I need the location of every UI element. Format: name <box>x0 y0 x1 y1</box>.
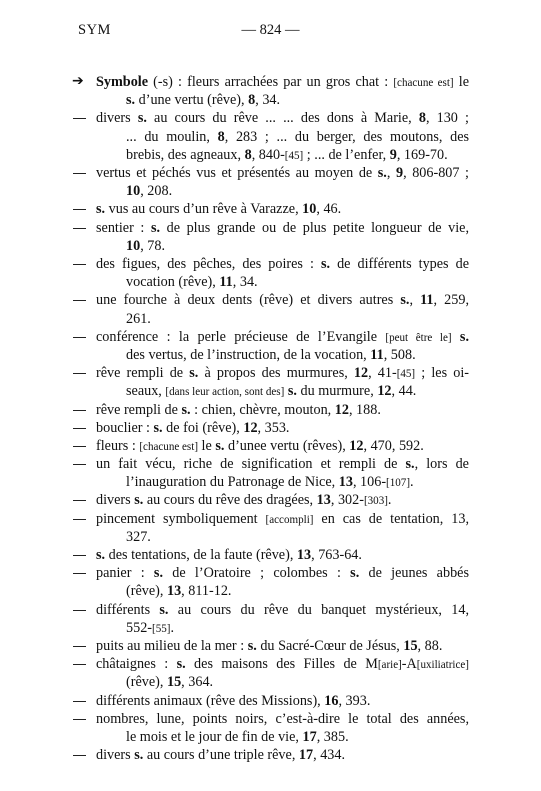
index-entry <box>0 746 541 764</box>
index-entry <box>0 419 541 437</box>
entry-dash <box>73 719 86 720</box>
index-entry <box>0 710 541 746</box>
entry-dash <box>73 410 86 411</box>
running-head: SYM <box>78 22 111 38</box>
entry-dash <box>73 373 86 374</box>
entry-dash <box>73 173 86 174</box>
entry-line: puits au milieu de la mer : s. du Sacré-Cœur de Jésus, 15, 88. <box>96 638 443 655</box>
index-entry <box>0 564 541 600</box>
entry-continuation-line: le mois et le jour de fin de vie, 17, 385. <box>126 728 349 745</box>
entry-continuation-line: 10, 208. <box>126 183 173 200</box>
entry-line: nombres, lune, points noirs, c’est-à-dire le total des années, <box>96 710 469 727</box>
index-entry <box>0 491 541 509</box>
entry-continuation-line: l’inauguration du Patronage de Nice, 13, 106-[107]. <box>126 474 414 491</box>
index-entry <box>0 328 541 364</box>
entry-line: divers s. au cours du rêve des dragées, 13, 302-[303]. <box>96 492 392 509</box>
index-entry <box>0 401 541 419</box>
entry-continuation-line: brebis, des agneaux, 8, 840-[45] ; ... de l’enfer, 9, 169-70. <box>126 146 448 163</box>
index-entry <box>0 200 541 218</box>
entry-line: une fourche à deux dents (rêve) et divers autres s., 11, 259, <box>96 292 470 309</box>
index-entry <box>0 219 541 255</box>
entry-line: Symbole (-s) : fleurs arrachées par un gros chat : [chacune est] le <box>96 74 469 90</box>
entry-continuation-line: vocation (rêve), 11, 34. <box>126 274 258 291</box>
entry-line: châtaignes : s. des maisons des Filles de M[arie]-A[uxiliatrice] <box>96 656 469 673</box>
entry-dash <box>73 664 86 665</box>
entry-continuation-line: 10, 78. <box>126 237 166 254</box>
index-entries <box>0 73 541 764</box>
entry-continuation-line: 552-[55]. <box>126 619 174 636</box>
entry-dash <box>73 500 86 501</box>
entry-dash <box>73 446 86 447</box>
entry-dash <box>73 118 86 119</box>
entry-line: divers s. au cours du rêve ... ... des dons à Marie, 8, 130 ; <box>96 110 469 127</box>
entry-line: différents animaux (rêve des Missions), 16, 393. <box>96 692 371 709</box>
entry-line: des figues, des pêches, des poires : s. de différents types de <box>96 255 469 272</box>
entry-dash <box>73 337 86 338</box>
index-entry <box>0 510 541 546</box>
index-entry <box>0 109 541 164</box>
entry-line: divers s. au cours d’une triple rêve, 17, 434. <box>96 747 346 764</box>
index-entry <box>0 546 541 564</box>
page-number: — 824 — <box>241 22 300 38</box>
index-entry <box>0 637 541 655</box>
entry-line: s. vus au cours d’un rêve à Varazze, 10, 46. <box>96 201 342 218</box>
index-entry <box>0 437 541 455</box>
index-entry <box>0 692 541 710</box>
index-entry <box>0 164 541 200</box>
entry-dash <box>73 555 86 556</box>
index-entry <box>0 455 541 491</box>
entry-dash <box>73 701 86 702</box>
entry-continuation-line: ... du moulin, 8, 283 ; ... du berger, des moutons, des <box>126 128 470 145</box>
entry-dash <box>73 228 86 229</box>
entry-line: vertus et péchés vus et présentés au moyen de s., 9, 806-807 ; <box>96 164 469 181</box>
index-entry <box>0 291 541 327</box>
page-header <box>0 22 541 42</box>
entry-dash <box>73 300 86 301</box>
entry-line: différents s. au cours du rêve du banquet mystérieux, 14, <box>96 601 469 618</box>
entry-line: s. des tentations, de la faute (rêve), 13, 763-64. <box>96 547 362 564</box>
entry-line: pincement symboliquement [accompli] en cas de tentation, 13, <box>96 510 469 527</box>
index-entry <box>0 73 541 109</box>
entry-continuation-line: s. d’une vertu (rêve), 8, 34. <box>126 92 281 109</box>
entry-dash <box>73 519 86 520</box>
entry-line: rêve rempli de s. à propos des murmures, 12, 41-[45] ; les oi- <box>96 365 469 382</box>
entry-continuation-line: (rêve), 13, 811-12. <box>126 583 232 600</box>
index-entry <box>0 255 541 291</box>
entry-line: sentier : s. de plus grande ou de plus petite longueur de vie, <box>96 219 469 236</box>
entry-continuation-line: 261. <box>126 310 151 327</box>
entry-continuation-line: des vertus, de l’instruction, de la vocation, 11, 508. <box>126 346 416 363</box>
entry-continuation-line: seaux, [dans leur action, sont des] s. du murmure, 12, 44. <box>126 383 417 400</box>
entry-continuation-line: 327. <box>126 528 151 545</box>
entry-continuation-line: (rêve), 15, 364. <box>126 674 214 691</box>
index-entry <box>0 601 541 637</box>
entry-dash <box>73 755 86 756</box>
entry-dash <box>73 610 86 611</box>
entry-line: un fait vécu, riche de signification et rempli de s., lors de <box>96 456 469 473</box>
index-entry <box>0 364 541 400</box>
entry-dash <box>73 264 86 265</box>
entry-line: panier : s. de l’Oratoire ; colombes : s. de jeunes abbés <box>96 565 469 582</box>
entry-dash <box>73 464 86 465</box>
entry-dash <box>73 428 86 429</box>
entry-dash <box>73 209 86 210</box>
index-entry <box>0 655 541 691</box>
entry-line: conférence : la perle précieuse de l’Evangile [peut être le] s. <box>96 328 469 345</box>
entry-dash <box>73 646 86 647</box>
entry-dash <box>73 573 86 574</box>
entry-line: bouclier : s. de foi (rêve), 12, 353. <box>96 419 290 436</box>
entry-line: fleurs : [chacune est] le s. d’unee vertu (rêves), 12, 470, 592. <box>96 437 424 454</box>
arrow-icon: ➔ <box>72 73 84 89</box>
entry-line: rêve rempli de s. : chien, chèvre, mouton, 12, 188. <box>96 401 381 418</box>
